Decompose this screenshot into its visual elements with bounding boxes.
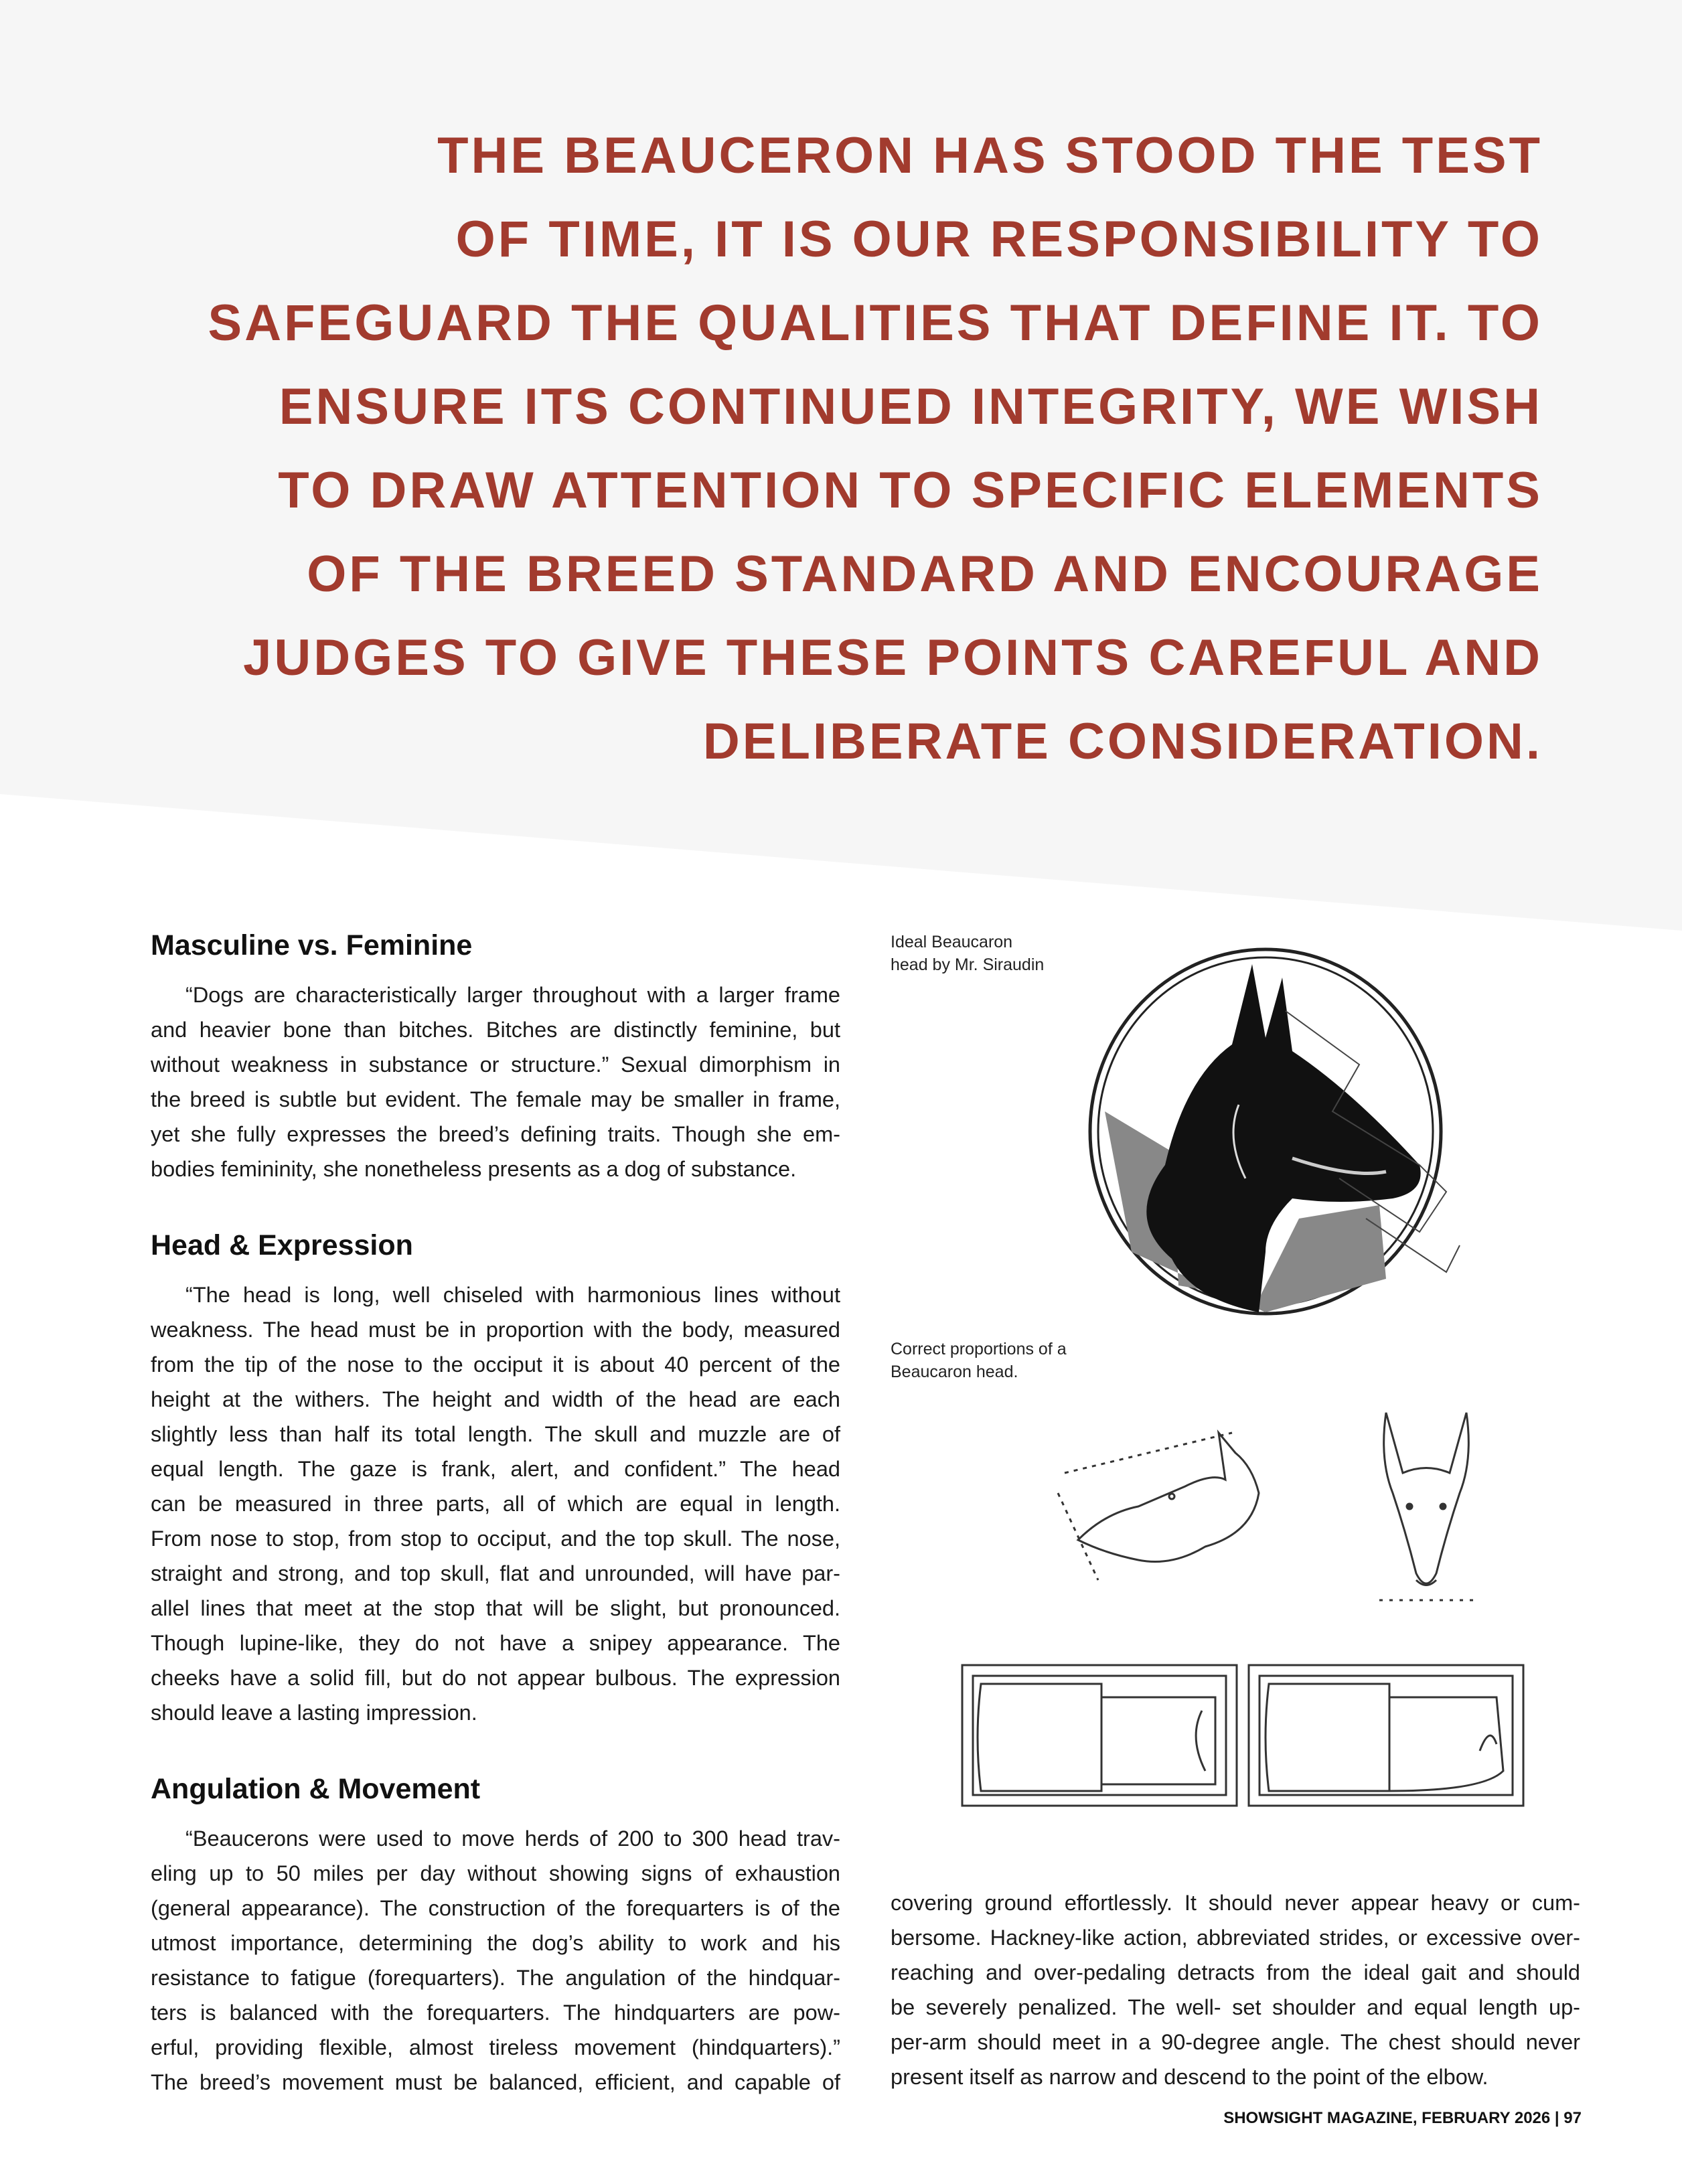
body-text-line: without weakness in substance or structure.” Sexual dimorphism in	[151, 1052, 840, 1077]
article-section	[151, 1225, 840, 1730]
section-heading: Masculine vs. Feminine	[151, 929, 473, 961]
caption-line: Beaucaron head.	[891, 1362, 1018, 1381]
body-text-line: weakness. The head must be in proportion with the body, measured	[151, 1318, 840, 1342]
body-text-line: from the tip of the nose to the occiput it is about 40 percent of the	[151, 1352, 840, 1377]
body-text-line: straight and strong, and top skull, flat and unrounded, will have par-	[151, 1561, 840, 1585]
pull-quote-line: SAFEGUARD THE QUALITIES THAT DEFINE IT. TO	[208, 295, 1543, 352]
caption-proportions	[891, 1338, 1067, 1383]
body-text-line: the breed is subtle but evident. The female may be smaller in frame,	[151, 1087, 840, 1111]
body-text-line: cheeks have a solid fill, but do not appear bulbous. The expression	[151, 1666, 840, 1690]
body-text-line: equal length. The gaze is frank, alert, and confident.” The head	[151, 1457, 840, 1481]
head-profile-proportions-drawing	[1051, 1406, 1279, 1593]
body-text-line: yet she fully expresses the breed’s defining traits. Though she em-	[151, 1122, 840, 1146]
body-text-line: bodies femininity, she nonetheless presents as a dog of substance.	[151, 1157, 797, 1181]
caption-line: Correct proportions of a	[891, 1340, 1067, 1358]
ideal-head-illustration	[1071, 937, 1473, 1339]
section-heading: Head & Expression	[151, 1229, 413, 1261]
page-footer: SHOWSIGHT MAGAZINE, FEBRUARY 2026 | 97	[1223, 2109, 1582, 2127]
body-text-line: utmost importance, determining the dog’s ability to work and his	[151, 1931, 840, 1955]
body-text-line: eling up to 50 miles per day without showing signs of exhaustion	[151, 1861, 840, 1885]
article-section	[151, 1769, 840, 2100]
head-front-drawing	[1366, 1399, 1486, 1614]
body-text-line: “Dogs are characteristically larger throughout with a larger frame	[185, 983, 840, 1007]
caption-line: Ideal Beaucaron	[891, 933, 1013, 951]
right-column-continued-text	[891, 1885, 1580, 2094]
body-text-line: covering ground effortlessly. It should never appear heavy or cum-	[891, 1891, 1580, 1915]
body-text-line: per-arm should meet in a 90-degree angle. The chest should never	[891, 2030, 1580, 2054]
head-box-diagram	[961, 1664, 1530, 1811]
body-text-line: and heavier bone than bitches. Bitches are distinctly feminine, but	[151, 1018, 840, 1042]
article-section	[151, 925, 840, 1186]
body-text-line: Though lupine-like, they do not have a snipey appearance. The	[151, 1631, 840, 1655]
body-text-line: erful, providing flexible, almost tireless movement (hindquarters).”	[151, 2035, 840, 2059]
body-text-line: ters is balanced with the forequarters. The hindquarters are pow-	[151, 2001, 840, 2025]
body-text-line: should leave a lasting impression.	[151, 1701, 477, 1725]
body-text-line: “The head is long, well chiseled with harmonious lines without	[185, 1283, 840, 1307]
pull-quote-line: JUDGES TO GIVE THESE POINTS CAREFUL AND	[243, 629, 1543, 686]
pull-quote-line: OF THE BREED STANDARD AND ENCOURAGE	[307, 546, 1543, 603]
pull-quote-line: ENSURE ITS CONTINUED INTEGRITY, WE WISH	[279, 378, 1543, 435]
pull-quote-line: TO DRAW ATTENTION TO SPECIFIC ELEMENTS	[278, 462, 1543, 519]
body-text-line: height at the withers. The height and width of the head are each	[151, 1387, 840, 1411]
body-text-line: (general appearance). The construction of the forequarters is of the	[151, 1896, 840, 1920]
body-text-line: present itself as narrow and descend to the point of the elbow.	[891, 2065, 1488, 2089]
body-text-line: allel lines that meet at the stop that will be slight, but pronounced.	[151, 1596, 840, 1620]
pull-quote-line: DELIBERATE CONSIDERATION.	[702, 713, 1543, 770]
pull-quote-line: THE BEAUCERON HAS STOOD THE TEST	[437, 127, 1543, 184]
pull-quote-line: OF TIME, IT IS OUR RESPONSIBILITY TO	[455, 211, 1543, 268]
left-column	[151, 925, 840, 2138]
body-text-line: be severely penalized. The well- set shoulder and equal length up-	[891, 1995, 1580, 2019]
body-text-line: “Beaucerons were used to move herds of 200 to 300 head trav-	[185, 1826, 840, 1851]
body-text-line: resistance to fatigue (forequarters). The angulation of the hindquar-	[151, 1966, 840, 1990]
body-text-line: The breed’s movement must be balanced, efficient, and capable of	[151, 2070, 840, 2094]
section-heading: Angulation & Movement	[151, 1773, 481, 1805]
body-text-line: can be measured in three parts, all of which are equal in length.	[151, 1492, 840, 1516]
body-text-line: slightly less than half its total length. The skull and muzzle are of	[151, 1422, 840, 1446]
pull-quote	[208, 114, 1543, 783]
body-text-line: reaching and over-pedaling detracts from the ideal gait and should	[891, 1960, 1580, 1984]
body-text-line: From nose to stop, from stop to occiput, and the top skull. The nose,	[151, 1527, 840, 1551]
caption-ideal-head	[891, 931, 1044, 976]
body-text-line: bersome. Hackney-like action, abbreviated strides, or excessive over-	[891, 1926, 1580, 1950]
caption-line: head by Mr. Siraudin	[891, 955, 1045, 974]
